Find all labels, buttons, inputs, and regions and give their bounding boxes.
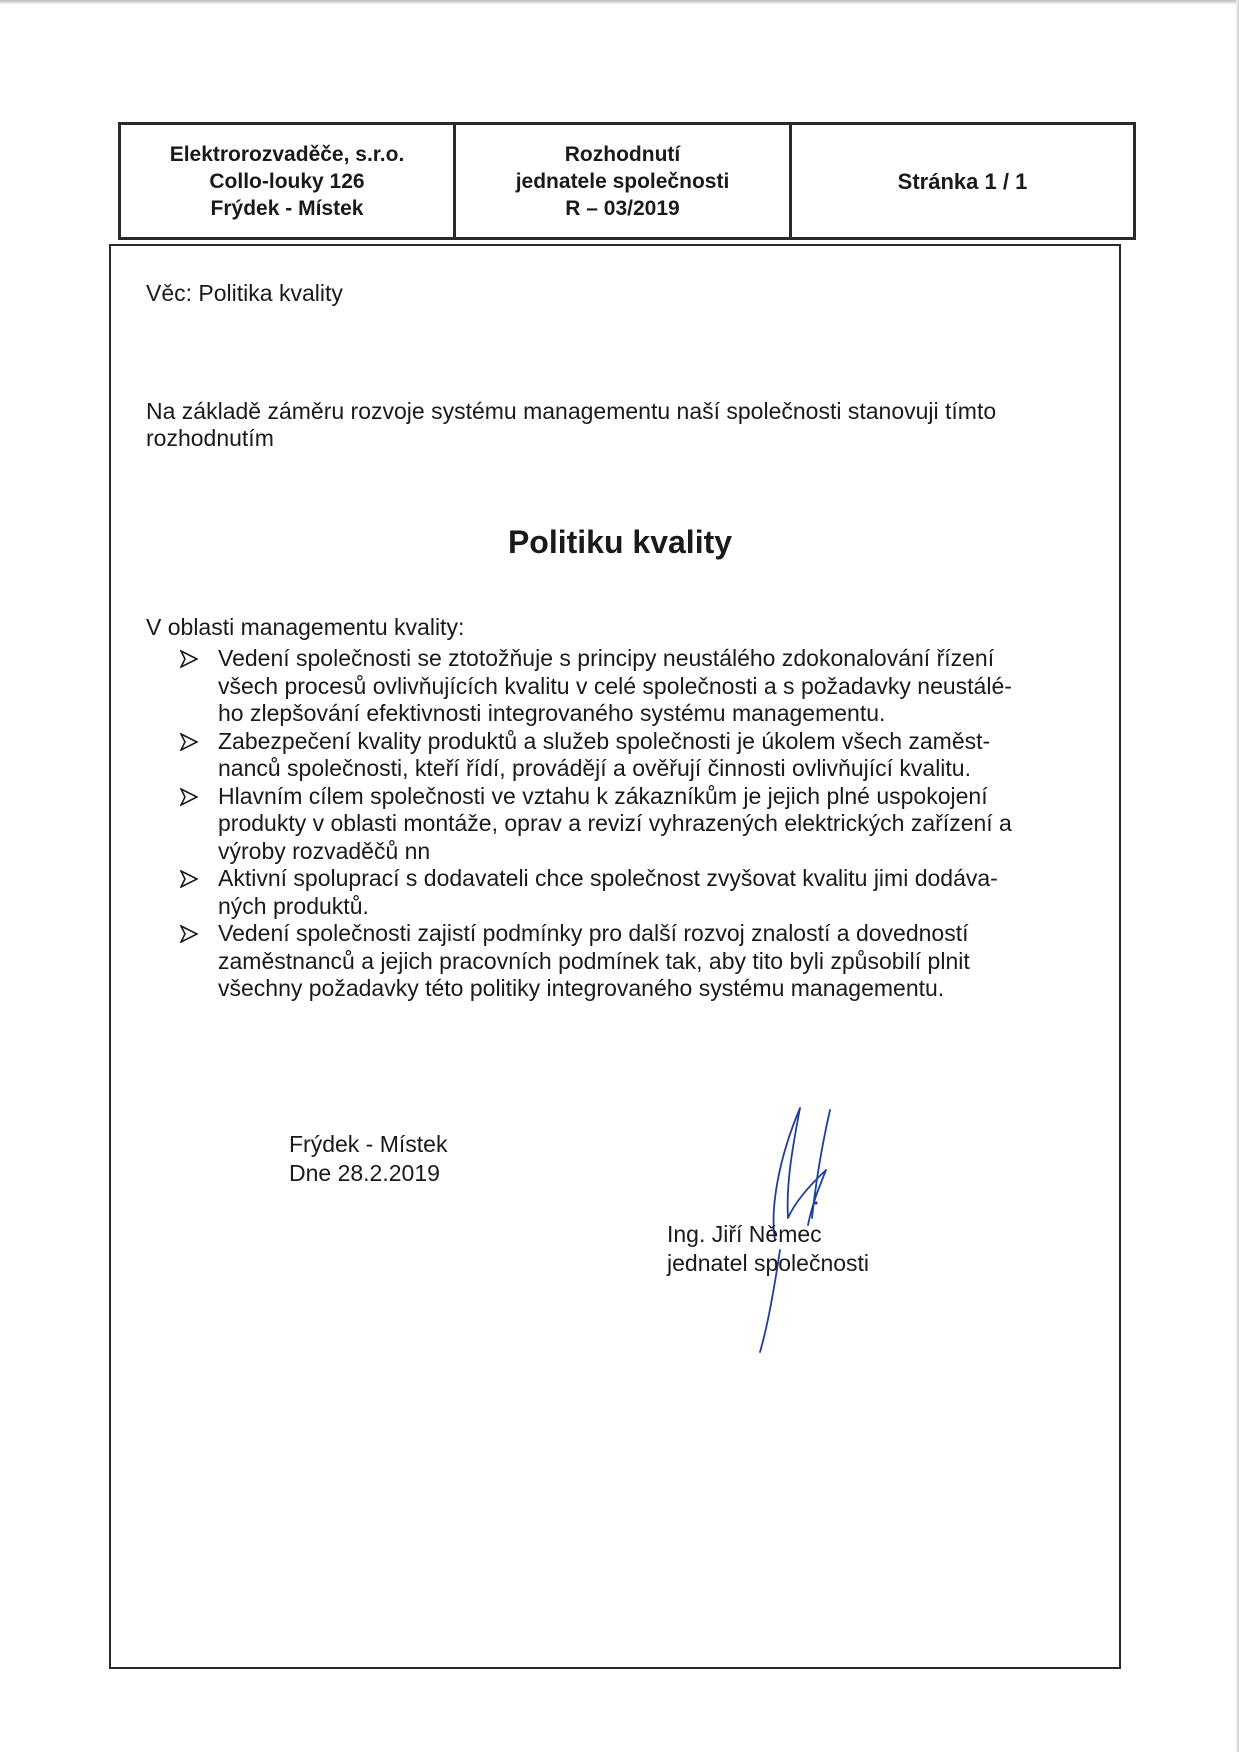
bullet-line: Hlavním cílem společnosti ve vztahu k zákazníkům je jejich plné uspokojení <box>218 782 988 809</box>
list-item <box>180 920 1100 1003</box>
policy-bullet-list <box>180 645 1100 1003</box>
bullet-line: Aktivní spoluprací s dodavateli chce společnost zvyšovat kvalitu jimi dodáva- <box>218 865 998 891</box>
document-header-table <box>118 122 1136 240</box>
bullet-line: Zabezpečení kvality produktů a služeb společnosti je úkolem všech zaměst- <box>218 727 991 754</box>
arrowhead-bullet-icon <box>180 733 198 751</box>
bullet-line: všech procesů ovlivňujících kvalitu v celé společnosti a s požadavky neustálé- <box>218 672 1012 699</box>
decision-number: R – 03/2019 <box>565 196 680 220</box>
policy-heading: Politiku kvality <box>507 524 733 560</box>
bullet-line: ných produktů. <box>218 892 369 919</box>
decision-title: Rozhodnutí <box>564 142 681 166</box>
subject-line: Věc: Politika kvality <box>146 280 343 306</box>
arrowhead-bullet-icon <box>180 925 198 943</box>
page-label: Stránka 1 / 1 <box>897 168 1028 194</box>
list-item <box>180 645 1100 728</box>
bullet-line: všechny požadavky této politiky integrovaného systému managementu. <box>218 975 945 1001</box>
bullet-line: výroby rozvaděčů nn <box>218 837 431 864</box>
list-item <box>180 783 1100 866</box>
bullet-line: ho zlepšování efektivnosti integrovaného systému managementu. <box>218 700 886 726</box>
bullet-line: produkty v oblasti montáže, oprav a revizí vyhrazených elektrických zařízení a <box>218 810 1012 836</box>
decision-cell <box>456 125 792 237</box>
decision-subtitle: jednatele společnosti <box>515 169 730 193</box>
signatory-role: jednatel společnosti <box>667 1250 870 1276</box>
arrowhead-bullet-icon <box>180 650 198 668</box>
bullet-line: nanců společnosti, kteří řídí, provádějí a ověřují činnosti ovlivňující kvalitu. <box>218 755 971 781</box>
date-text: Dne 28.2.2019 <box>289 1160 440 1186</box>
scan-top-edge <box>0 0 1239 4</box>
scope-label: V oblasti managementu kvality: <box>146 614 465 640</box>
company-cell <box>121 125 456 237</box>
place-and-date <box>289 1130 447 1188</box>
bullet-line: zaměstnanců a jejich pracovních podmínek tak, aby tito byli způsobilí plnit <box>218 947 970 974</box>
intro-text: Na základě záměru rozvoje systému managementu naší společnosti stanovuji tímto rozhodnutím <box>146 398 997 451</box>
list-item <box>180 865 1100 920</box>
company-name: Elektrorozvaděče, s.r.o. <box>169 142 405 166</box>
list-item <box>180 728 1100 783</box>
company-city: Frýdek - Místek <box>210 196 364 220</box>
place-text: Frýdek - Místek <box>289 1131 448 1157</box>
arrowhead-bullet-icon <box>180 788 198 806</box>
arrowhead-bullet-icon <box>180 870 198 888</box>
bullet-line: Vedení společnosti zajistí podmínky pro další rozvoj znalostí a dovedností <box>218 920 969 946</box>
intro-paragraph <box>146 398 1096 452</box>
company-street: Collo-louky 126 <box>209 169 365 193</box>
signatory-block <box>667 1220 869 1278</box>
bullet-line: Vedení společnosti se ztotožňuje s principy neustálého zdokonalování řízení <box>218 645 995 671</box>
page-number-cell <box>792 125 1133 237</box>
signatory-name: Ing. Jiří Němec <box>667 1221 822 1247</box>
